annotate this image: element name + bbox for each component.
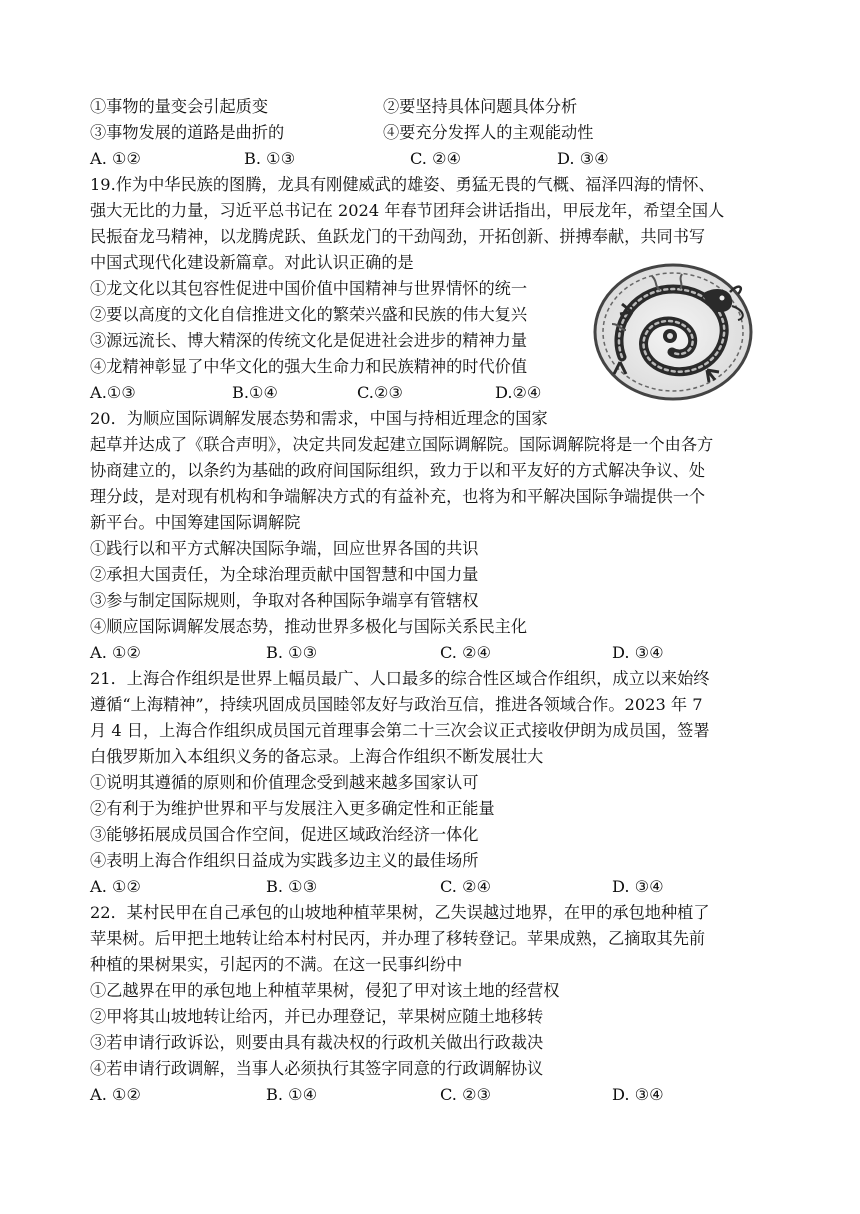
q22-statement-4: ④若申请行政调解，当事人必须执行其签字同意的行政调解协议 [90, 1059, 544, 1078]
q22-option-c: C. ②③ [440, 1085, 492, 1104]
q21-stem-line: 月 4 日，上海合作组织成员国元首理事会第二十三次会议正式接收伊朗为成员国，签署 [90, 721, 710, 740]
q21-option-d: D. ③④ [612, 877, 664, 896]
q19-statement-4: ④龙精神彰显了中华文化的强大生命力和民族精神的时代价值 [90, 357, 528, 376]
q18-statement-3: ③事物发展的道路是曲折的 [90, 123, 285, 142]
q22-statement-2: ②甲将其山坡地转让给丙，并已办理登记，苹果树应随土地移转 [90, 1007, 544, 1026]
q20-option-a: A. ①② [90, 643, 142, 662]
q19-stem-line: 中国式现代化建设新篇章。对此认识正确的是 [90, 253, 414, 272]
q19-option-a: A.①③ [90, 383, 136, 402]
q20-stem-line: 协商建立的，以条约为基础的政府间国际组织，致力于以和平友好的方式解决争议、处 [90, 461, 706, 480]
q18-statement-2: ②要坚持具体问题具体分析 [383, 97, 578, 116]
q22-statement-1: ①乙越界在甲的承包地上种植苹果树，侵犯了甲对该土地的经营权 [90, 981, 560, 1000]
q19-statement-2: ②要以高度的文化自信推进文化的繁荣兴盛和民族的伟大复兴 [90, 305, 528, 324]
q20-statement-3: ③参与制定国际规则，争取对各种国际争端享有管辖权 [90, 591, 479, 610]
q20-stem-line: 理分歧，是对现有机构和争端解决方式的有益补充，也将为和平解决国际争端提供一个 [90, 487, 706, 506]
q22-option-a: A. ①② [90, 1085, 142, 1104]
q21-option-a: A. ①② [90, 877, 142, 896]
q21-option-b: B. ①③ [266, 877, 318, 896]
q22-option-d: D. ③④ [612, 1085, 664, 1104]
q19-option-d: D.②④ [495, 383, 542, 402]
q18-option-c: C. ②④ [410, 149, 462, 168]
q19-stem-line: 强大无比的力量，习近平总书记在 2024 年春节团拜会讲话指出，甲辰龙年，希望全国人 [90, 201, 725, 220]
q18-option-a: A. ①② [90, 149, 142, 168]
q19-statement-1: ①龙文化以其包容性促进中国价值中国精神与世界情怀的统一 [90, 279, 528, 298]
q19-option-c: C.②③ [357, 383, 403, 402]
q22-statement-3: ③若申请行政诉讼，则要由具有裁决权的行政机关做出行政裁决 [90, 1033, 544, 1052]
q22-stem-line: 种植的果树果实，引起丙的不满。在这一民事纠纷中 [90, 955, 463, 974]
q20-stem-line: 新平台。中国筹建国际调解院 [90, 513, 301, 532]
q21-statement-4: ④表明上海合作组织日益成为实践多边主义的最佳场所 [90, 851, 479, 870]
q20-option-c: C. ②④ [440, 643, 492, 662]
q18-option-b: B. ①③ [244, 149, 296, 168]
q21-statement-2: ②有利于为维护世界和平与发展注入更多确定性和正能量 [90, 799, 495, 818]
q19-statement-3: ③源远流长、博大精深的传统文化是促进社会进步的精神力量 [90, 331, 528, 350]
q19-stem-line: 19.作为中华民族的图腾，龙具有刚健威武的雄姿、勇猛无畏的气概、福泽四海的情怀、 [90, 175, 715, 194]
q21-stem-line: 白俄罗斯加入本组织义务的备忘录。上海合作组织不断发展壮大 [90, 747, 544, 766]
q21-stem-line: 遵循“上海精神”，持续巩固成员国睦邻友好与政治互信，推进各领域合作。2023 年 7 [90, 695, 703, 714]
q19-option-b: B.①④ [232, 383, 279, 402]
q21-statement-3: ③能够拓展成员国合作空间，促进区域政治经济一体化 [90, 825, 479, 844]
q20-stem-line: 起草并达成了《联合声明》，决定共同发起建立国际调解院。国际调解院将是一个由各方 [90, 435, 714, 454]
q20-option-d: D. ③④ [612, 643, 664, 662]
q18-statement-1: ①事物的量变会引起质变 [90, 97, 269, 116]
q20-statement-1: ①践行以和平方式解决国际争端，回应世界各国的共识 [90, 539, 479, 558]
q20-statement-4: ④顺应国际调解发展态势，推动世界多极化与国际关系民主化 [90, 617, 528, 636]
q20-option-b: B. ①③ [266, 643, 318, 662]
q19-stem-line: 民振奋龙马精神，以龙腾虎跃、鱼跃龙门的干劲闯劲，开拓创新、拼搏奉献，共同书写 [90, 227, 706, 246]
q20-statement-2: ②承担大国责任，为全球治理贡献中国智慧和中国力量 [90, 565, 479, 584]
q20-stem-line: 20．为顺应国际调解发展态势和需求，中国与持相近理念的国家 [90, 409, 548, 428]
q21-option-c: C. ②④ [440, 877, 492, 896]
q22-option-b: B. ①④ [266, 1085, 318, 1104]
q21-statement-1: ①说明其遵循的原则和价值理念受到越来越多国家认可 [90, 773, 479, 792]
q22-stem-line: 22．某村民甲在自己承包的山坡地种植苹果树，乙失误越过地界，在甲的承包地种植了 [90, 903, 710, 922]
q18-option-d: D. ③④ [557, 149, 609, 168]
q21-stem-line: 21．上海合作组织是世界上幅员最广、人口最多的综合性区域合作组织，成立以来始终 [90, 669, 710, 688]
q22-stem-line: 苹果树。后甲把土地转让给本村村民丙，并办理了移转登记。苹果成熟，乙摘取其先前 [90, 929, 706, 948]
dragon-emblem-image [592, 262, 754, 402]
q18-statement-4: ④要充分发挥人的主观能动性 [383, 123, 594, 142]
